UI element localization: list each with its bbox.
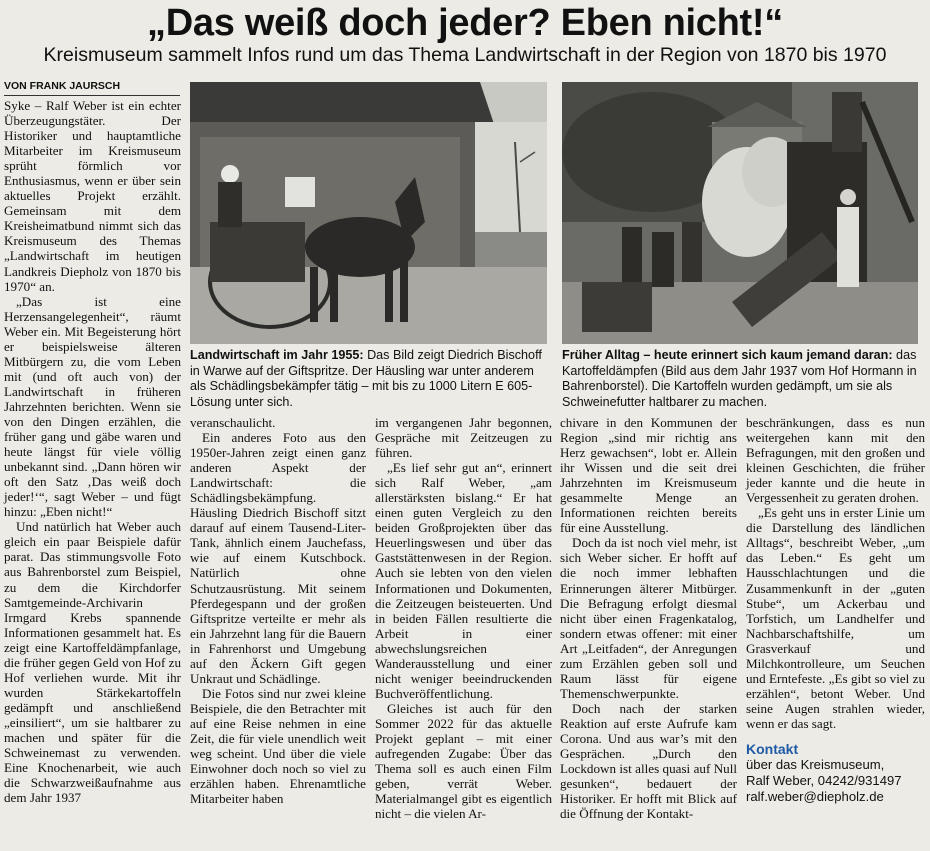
paragraph: Ein anderes Foto aus den 1950er-Jahren zeigt einen ganz anderen Aspekt der Landwirtschaft: die Schädlingsbekämpfung. Häusling Diedrich Bischoff sitzt darauf auf einem Tausend-Liter-Tank, ähnlich einem Jauchefass, wie auf einem Kutschbock. Natürlich ohne Schutzausrüstung. Mit seinem Pferdegespann und der großen Giftspritze verteilte er mehr als ein Jahrzehnt lang für die Bauern in Fahrenhorst und Umgebung auf den Äckern Gift gegen Unkraut und Schädlinge. [190, 430, 366, 686]
article-column-1 [4, 98, 181, 805]
paragraph: veranschaulicht. [190, 415, 276, 430]
paragraph: „Das ist eine Herzensangelegenheit“, räumt Weber ein. Mit Begeisterung hört er beispielsweise älteren Mitbürgern zu, die vom Leben mit (und oft auch von) der Landwirtschaft in früheren Jahrzehnten berichten. Wenn sie von den Dingen erzählen, die früher gang und gäbe waren und heute längst für viele völlig unbekannt sind. „Dann hören wir oft den Satz ‚Das weiß doch jeder!‘“, sagt Weber – und fügt hinzu: „Eben nicht!“ [4, 293, 181, 520]
caption-title: Früher Alltag – heute erinnert sich kaum jemand daran: [562, 348, 893, 362]
paragraph: Und natürlich hat Weber auch gleich ein paar Beispiele dafür parat. Das stimmungsvolle Foto aus Bahrenborstel zum Beispiel, zu dem die Kirchdorfer Samtgemeinde-Archivarin Irmgard Krebs spannende Informationen gesammelt hat. Es zeigt eine Kartoffeldämpfanlage, die früher gegen Geld von Hof zu Hof verliehen wurde. Mit ihr wurden Stärkekartoffeln gedämpft und anschließend „einsiliert“, um sie haltbarer zu machen und später für die Schweinemast zu verwenden. Eine Knochenarbeit, wie auch die Schwarzweißaufnahme aus dem Jahr 1937 [4, 519, 181, 806]
paragraph: Doch da ist noch viel mehr, ist sich Weber sicher. Er hofft auf die noch immer lebhaften Erinnerungen älterer Mitbürger. Die Befragung erfolgt diesmal nicht über einen Fragenkatalog, sondern etwas offener: mit einer Art „Leitfaden“, der Anregungen zum Erzählen geben soll und Raum lässt für eigene Themenschwerpunkte. [560, 535, 737, 701]
headline: „Das weiß doch jeder? Eben nicht!“ [147, 2, 783, 44]
contact-heading: Kontakt [746, 740, 799, 757]
paragraph: „Es geht uns in erster Linie um die Darstellung des ländlichen Alltags“, beschreibt Weber, „um das Leben.“ Es geht um Hausschlachtungen und die Zusammenkunft in der „guten Stube“, um Ackerbau und Torfstich, um Landhelfer und Nachbarschaftshilfe, um Grasverkauf und Milchkontrolleure, um Seuchen und Erntefeste. „Es gibt so viel zu erzählen“, betont Weber. Und seine Augen strahlen wieder, wenn er das sagt. [746, 505, 925, 731]
paragraph: chivare in den Kommunen der Region „sind mir richtig ans Herz gewachsen“, lobt er. Allein ihr Wissen und die seit drei Jahrzehnten im Kreismuseum gesammelte Menge an Informationen reichten bereits für eine Ausstellung. [560, 415, 737, 536]
byline: VON FRANK JAURSCH [4, 80, 121, 92]
byline-rule [4, 95, 180, 96]
article-column-5 [746, 415, 925, 805]
paragraph: Gleiches ist auch für den Sommer 2022 für das aktuelle Projekt geplant – mit einer aufregenden Zugabe: Über das Thema soll es auch einen Film geben, verrät Weber. Materialmangel gibt es eigentlich nicht – die vielen Ar- [375, 700, 552, 822]
paragraph: Doch nach der starken Reaktion auf erste Aufrufe kam Corona. Und aus war’s mit den Gesprächen. „Durch den Lockdown ist alles quasi auf Null gesunken“, bedauert der Historiker. Er hofft mit Blick auf die Öffnung der Kontakt- [560, 700, 737, 822]
photo-caption-2 [562, 348, 926, 410]
photo-farmer-with-horse [190, 82, 547, 344]
paragraph: Syke – Ralf Weber ist ein echter Überzeugungstäter. Der Historiker und hauptamtliche Mitarbeiter im Kreismuseum sprüht förmlich vor Enthusiasmus, wenn er über sein aktuelles Projekt erzählt. Gemeinsam mit dem Kreisheimatbund nimmt sich das Kreismuseum des Themas „Landwirtschaft im heutigen Landkreis Diepholz von 1870 bis 1970“ an. [4, 98, 181, 294]
paragraph: Die Fotos sind nur zwei kleine Beispiele, die den Betrachter mit auf eine Reise nehmen in eine Zeit, die für viele unendlich weit weg scheint. Und über die viele Einwohner doch noch so viel zu erzählen haben. Ehrenamtliche Mitarbeiter haben [190, 685, 366, 807]
article-column-3 [375, 415, 552, 821]
article-column-2 [190, 415, 366, 806]
subheadline: Kreismuseum sammelt Infos rund um das Thema Landwirtschaft in der Region von 1870 bis 1970 [43, 44, 887, 66]
caption-text: Das Bild zeigt Diedrich Bischoff in Warwe auf der Giftspritze. Der Häusling war unter anderem als Schädlingsbekämpfer tätig – mit bis zu 1000 Litern E 605-Lösung unter sich. [190, 348, 542, 409]
paragraph: im vergangenen Jahr begonnen, Gespräche mit Zeitzeugen zu führen. [375, 415, 552, 461]
contact-line: über das Kreismuseum, [746, 756, 885, 772]
caption-title: Landwirtschaft im Jahr 1955: [190, 348, 364, 362]
photo-caption-1 [190, 348, 550, 410]
caption-text: das Kartoffeldämpfen (Bild aus dem Jahr 1937 vom Hof Hormann in Bahrenborstel). Die Kartoffeln wurden gedämpft, um sie als Schweinefutter haltbarer zu machen. [562, 348, 917, 409]
contact-box [746, 741, 925, 805]
contact-phone: Ralf Weber, 04242/931497 [746, 772, 902, 788]
paragraph: „Es lief sehr gut an“, erinnert sich Ralf Weber, „am allerstärksten bislang.“ Er hat einen guten Vergleich zu den beiden Großprojekten über das Heuerlingswesen und über das Gaststättenwesen in der Region. Auch sie lebten von den vielen Informationen und Dokumenten, die Zeitzeugen beisteuerten. Und in beiden Fällen resultierte die Arbeit in einer abwechslungsreichen Wanderausstellung und einer nicht weniger beeindruckenden Buchveröffentlichung. [375, 460, 552, 701]
contact-email[interactable]: ralf.weber@diepholz.de [746, 788, 884, 804]
article-column-4 [560, 415, 737, 821]
paragraph: beschränkungen, dass es nun weitergehen kann mit den Befragungen, mit den großen und kleinen Geschichten, die früher jeder kannte und die heute in Vergessenheit zu geraten drohen. [746, 415, 925, 506]
photo-potato-steaming [562, 82, 918, 344]
